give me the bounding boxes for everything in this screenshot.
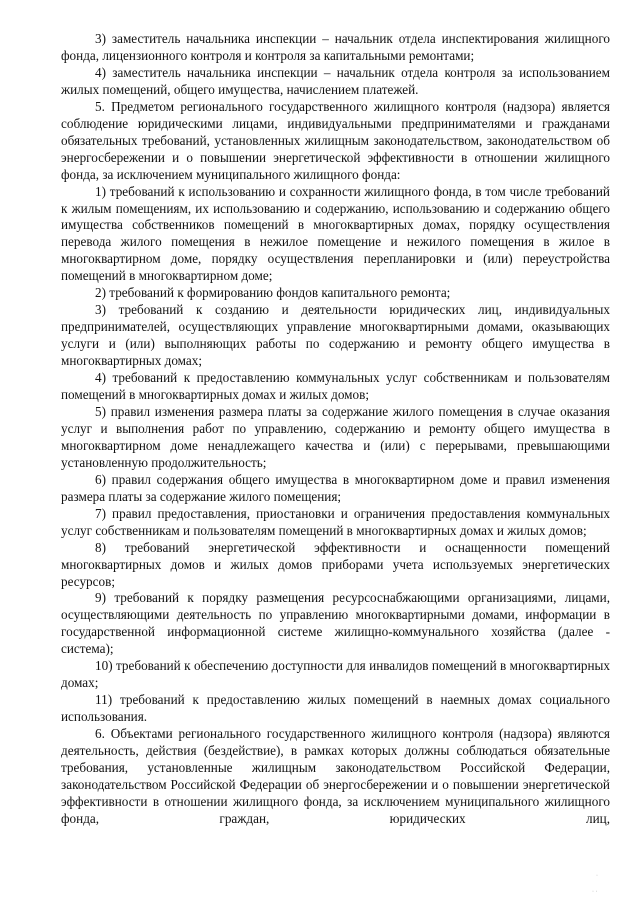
paragraph-5-item-1: 1) требований к использованию и сохранности жилищного фонда, в том числе требований к жилым помещениям, их использованию и содержанию, использованию и содержанию общего имущества собственников помещений в многоквартирных домах, порядку осуществления перевода жилого помещения в нежилое помещение и нежилого помещения в жилое в многоквартирном доме, порядку осуществления перепланировки и (или) переустройства помещений в многоквартирном доме;	[61, 183, 610, 284]
paragraph-5-item-4: 4) требований к предоставлению коммунальных услуг собственникам и пользователям помещений в многоквартирных домах и жилых домов;	[61, 370, 610, 403]
paragraph-5-item-2: 2) требований к формированию фондов капитального ремонта;	[95, 285, 451, 301]
paragraph-5-item-9: 9) требований к порядку размещения ресурсоснабжающими организациями, лицами, осуществляющими деятельность по управлению многоквартирными домами, информации в государственной информационной системе жилищно-коммунального хозяйства (далее - система);	[61, 590, 610, 657]
paragraph-5-item-3: 3) требований к созданию и деятельности юридических лиц, индивидуальных предпринимателей, осуществляющих управление многоквартирными домами, оказывающих услуги и (или) выполняющих работы по содержанию и ремонту общего имущества в многоквартирных домах;	[61, 302, 610, 369]
paragraph-item-3: 3) заместитель начальника инспекции – начальник отдела инспектирования жилищного фонда, лицензионного контроля и контроля за капитальными ремонтами;	[61, 31, 610, 63]
scan-speck: · ·	[592, 889, 598, 895]
scan-speck: ·	[596, 873, 598, 879]
paragraph-5-item-7: 7) правил предоставления, приостановки и ограничения предоставления коммунальных услуг собственникам и пользователям помещений в многоквартирных домах и жилых домов;	[61, 505, 610, 538]
paragraph-5-item-8: 8) требований энергетической эффективности и оснащенности помещений многоквартирных домов и жилых домов приборами учета используемых энергетических ресурсов;	[61, 539, 610, 589]
paragraph-5-item-10: 10) требований к обеспечению доступности для инвалидов помещений в многоквартирных домах;	[61, 658, 610, 691]
paragraph-5-item-5: 5) правил изменения размера платы за содержание жилого помещения в случае оказания услуг и выполнения работ по управлению, содержанию и ремонту общего имущества в многоквартирном доме ненадлежащего качества и (или) с перерывами, превышающими установленную продолжительность;	[61, 403, 610, 470]
paragraph-item-4: 4) заместитель начальника инспекции – начальник отдела контроля за использованием жилых помещений, общего имущества, начислением платежей.	[61, 64, 610, 97]
paragraph-5-item-6: 6) правил содержания общего имущества в многоквартирном доме и правил изменения размера платы за содержание жилого помещения;	[61, 471, 610, 504]
paragraph-section-6: 6. Объектами регионального государственного жилищного контроля (надзора) являются деятельность, действия (бездействие), в рамках которых должны соблюдаться обязательные требования, установленные жилищным законодательством Российской Федерации, законодательством Российской Федерации об энергосбережении и о повышении энергетической эффективности в отношении жилищного фонда, за исключением муниципального жилищного фонда, граждан, юридических лиц,	[61, 726, 610, 826]
paragraph-section-5: 5. Предметом регионального государственного жилищного контроля (надзора) является соблюдение юридическими лицами, индивидуальными предпринимателями и гражданами обязательных требований, установленных жилищным законодательством, законодательством об энергосбережении и о повышении энергетической эффективности в отношении жилищного фонда, за исключением муниципального жилищного фонда:	[61, 98, 610, 182]
paragraph-5-item-11: 11) требований к предоставлению жилых помещений в наемных домах социального использования.	[61, 692, 610, 725]
